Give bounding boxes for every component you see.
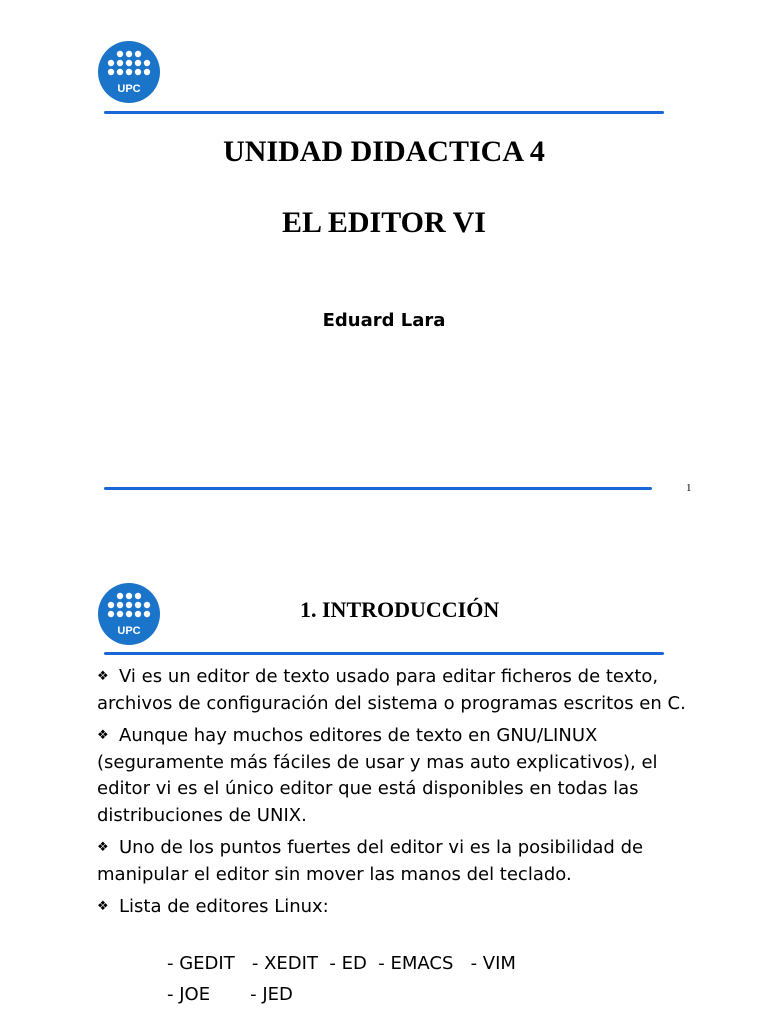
upc-logo	[97, 40, 161, 104]
editor-list	[167, 948, 516, 1010]
paragraph	[97, 894, 707, 921]
paragraph-text: Uno de los puntos fuertes del editor vi es la posibilidad de manipular el editor sin mover las manos del teclado.	[97, 837, 644, 885]
diamond-bullet-icon: ❖	[97, 669, 109, 684]
section-divider	[104, 652, 664, 655]
page-number: 1	[686, 482, 692, 494]
paragraph-text: Aunque hay muchos editores de texto en GNU/LINUX (seguramente más fáciles de usar y mas auto explicativos), el editor vi es el único editor que está disponibles en todas las distribuciones de UNIX.	[97, 725, 658, 826]
logo-text: UPC	[117, 625, 141, 637]
slide-subtitle: EL EDITOR VI	[282, 206, 486, 239]
diamond-bullet-icon: ❖	[97, 840, 109, 855]
logo-text: UPC	[117, 83, 141, 95]
paragraph	[97, 664, 707, 717]
top-divider	[104, 111, 664, 114]
editor-list-row: - JOE - JED	[167, 984, 293, 1005]
upc-logo	[97, 582, 161, 646]
paragraph-text: Vi es un editor de texto usado para editar ficheros de texto, archivos de configuración del sistema o programas escritos en C.	[97, 666, 686, 714]
section-title: 1. INTRODUCCIÓN	[300, 597, 500, 622]
author-name: Eduard Lara	[322, 310, 446, 331]
intro-body	[97, 664, 707, 927]
paragraph	[97, 723, 707, 829]
diamond-bullet-icon: ❖	[97, 899, 109, 914]
bottom-divider	[104, 487, 652, 490]
paragraph	[97, 835, 707, 888]
slide-title: UNIDAD DIDACTICA 4	[223, 135, 545, 168]
editor-list-row: - GEDIT - XEDIT - ED - EMACS - VIM	[167, 953, 516, 974]
diamond-bullet-icon: ❖	[97, 728, 109, 743]
paragraph-text: Lista de editores Linux:	[119, 896, 329, 917]
